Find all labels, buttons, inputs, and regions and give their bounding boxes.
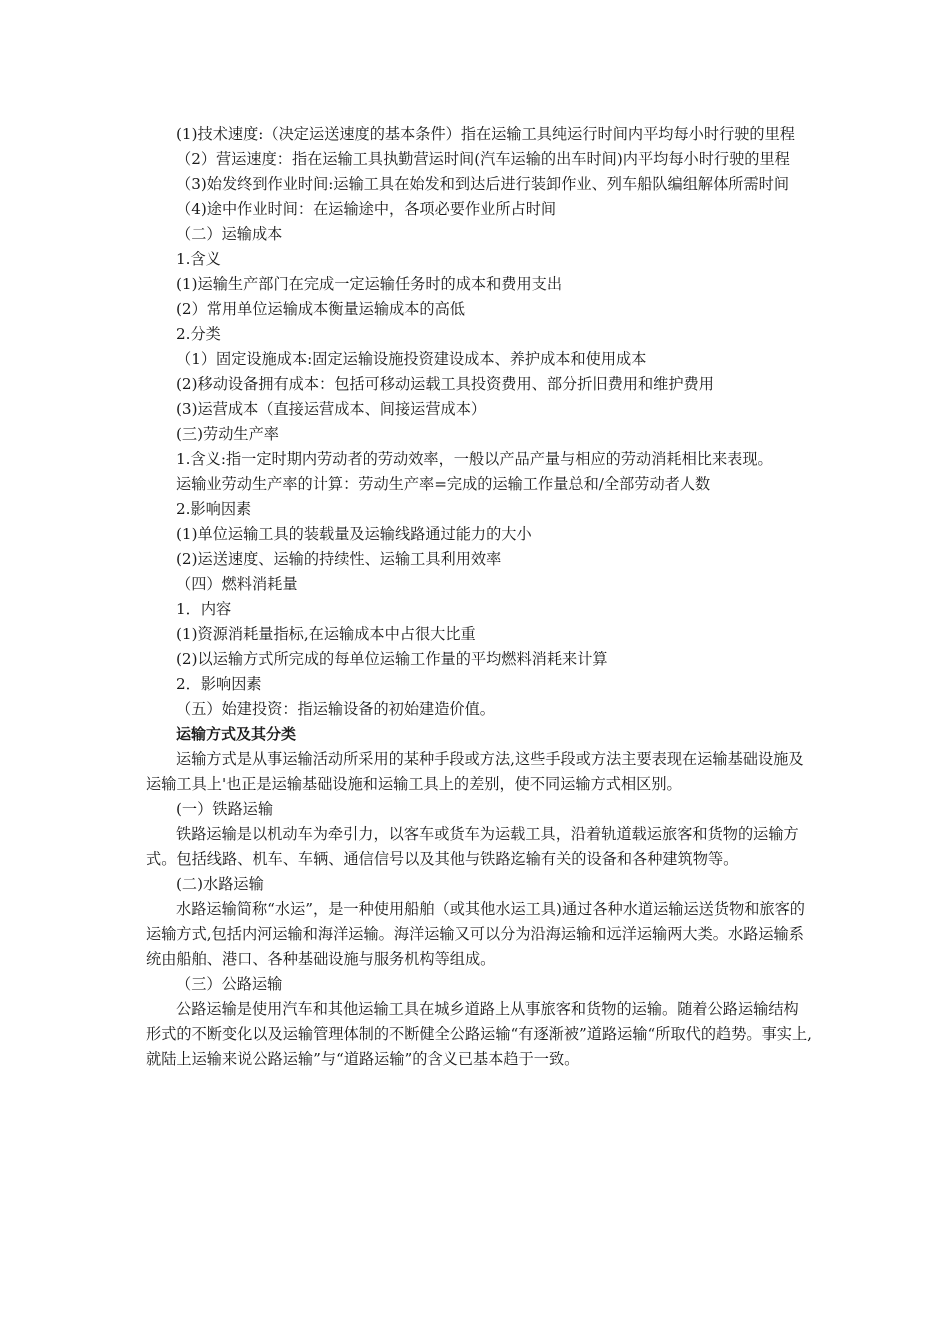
productivity-meaning: 1.含义:指一定时期内劳动者的劳动效率，一般以产品产量与相应的劳动消耗相比来表现。 bbox=[176, 450, 773, 468]
productivity-formula: 运输业劳动生产率的计算：劳动生产率=完成的运输工作量总和/全部劳动者人数 bbox=[176, 475, 711, 493]
productivity-factors-label: 2.影响因素 bbox=[176, 500, 252, 518]
paragraph-waterway: 水路运输简称“水运”，是一种使用船舶（或其他水运工具)通过各种水道运输运送货物和旅客的运输方式,包括内河运输和海洋运输。海洋运输又可以分为沿海运输和远洋运输两大类。水路运输系统由船舶、港口、各种基础设施与服务机构等组成。 bbox=[146, 900, 805, 968]
heading-transport-modes: 运输方式及其分类 bbox=[176, 725, 297, 743]
cost-category-item-3: (3)运营成本（直接运营成本、间接运营成本） bbox=[176, 400, 487, 418]
cost-meaning-item-2: (2）常用单位运输成本衡量运输成本的高低 bbox=[176, 300, 465, 318]
document-body bbox=[146, 122, 812, 1072]
cost-meaning-label: 1.含义 bbox=[176, 250, 221, 268]
cost-meaning-item-1: (1)运输生产部门在完成一定运输任务时的成本和费用支出 bbox=[176, 275, 563, 293]
speed-item-1: (1)技术速度:（决定运送速度的基本条件）指在运输工具纯运行时间内平均每小时行驶的里程 bbox=[176, 125, 795, 143]
productivity-factor-1: (1)单位运输工具的装载量及运输线路通过能力的大小 bbox=[176, 525, 532, 543]
section-heading-highway: （三）公路运输 bbox=[176, 975, 283, 993]
fuel-factors-label: 2．影响因素 bbox=[176, 675, 262, 693]
section-heading-railway: (一）铁路运输 bbox=[176, 800, 274, 818]
fuel-content-label: 1．内容 bbox=[176, 600, 232, 618]
section-heading-productivity: (三)劳动生产率 bbox=[176, 425, 279, 443]
section-heading-fuel: （四）燃料消耗量 bbox=[176, 575, 298, 593]
cost-category-label: 2.分类 bbox=[176, 325, 221, 343]
speed-item-3: （3)始发终到作业时间:运输工具在始发和到达后进行装卸作业、列车船队编组解体所需时间 bbox=[176, 175, 790, 193]
cost-category-item-2: (2)移动设备拥有成本：包括可移动运载工具投资费用、部分折旧费用和维护费用 bbox=[176, 375, 714, 393]
cost-category-item-1: （1）固定设施成本:固定运输设施投资建设成本、养护成本和使用成本 bbox=[176, 350, 647, 368]
speed-item-4: （4)途中作业时间：在运输途中，各项必要作业所占时间 bbox=[176, 200, 557, 218]
productivity-factor-2: (2)运送速度、运输的持续性、运输工具利用效率 bbox=[176, 550, 502, 568]
fuel-content-item-1: (1)资源消耗量指标,在运输成本中占很大比重 bbox=[176, 625, 476, 643]
fuel-content-item-2: (2)以运输方式所完成的每单位运输工作量的平均燃料消耗来计算 bbox=[176, 650, 608, 668]
section-heading-investment: （五）始建投资：指运输设备的初始建造价值。 bbox=[176, 700, 495, 718]
paragraph-transport-modes: 运输方式是从事运输活动所采用的某种手段或方法,这些手段或方法主要表现在运输基础设施及运输工具上'也正是运输基础设施和运输工具上的差别，使不同运输方式相区别。 bbox=[146, 750, 804, 793]
speed-item-2: （2）营运速度：指在运输工具执勤营运时间(汽车运输的出车时间)内平均每小时行驶的里程 bbox=[176, 150, 790, 168]
paragraph-highway: 公路运输是使用汽车和其他运输工具在城乡道路上从事旅客和货物的运输。随着公路运输结构形式的不断变化以及运输管理体制的不断健全公路运输“有逐渐被”道路运输“所取代的趋势。事实上,就陆上运输来说公路运输”与“道路运输”的含义已基本趋于一致。 bbox=[146, 1000, 812, 1068]
paragraph-railway: 铁路运输是以机动车为牵引力，以客车或货车为运载工具，沿着轨道载运旅客和货物的运输方式。包括线路、机车、车辆、通信信号以及其他与铁路迄输有关的设备和各种建筑物等。 bbox=[146, 825, 799, 868]
section-heading-waterway: (二)水路运输 bbox=[176, 875, 264, 893]
section-heading-cost: （二）运输成本 bbox=[176, 225, 283, 243]
